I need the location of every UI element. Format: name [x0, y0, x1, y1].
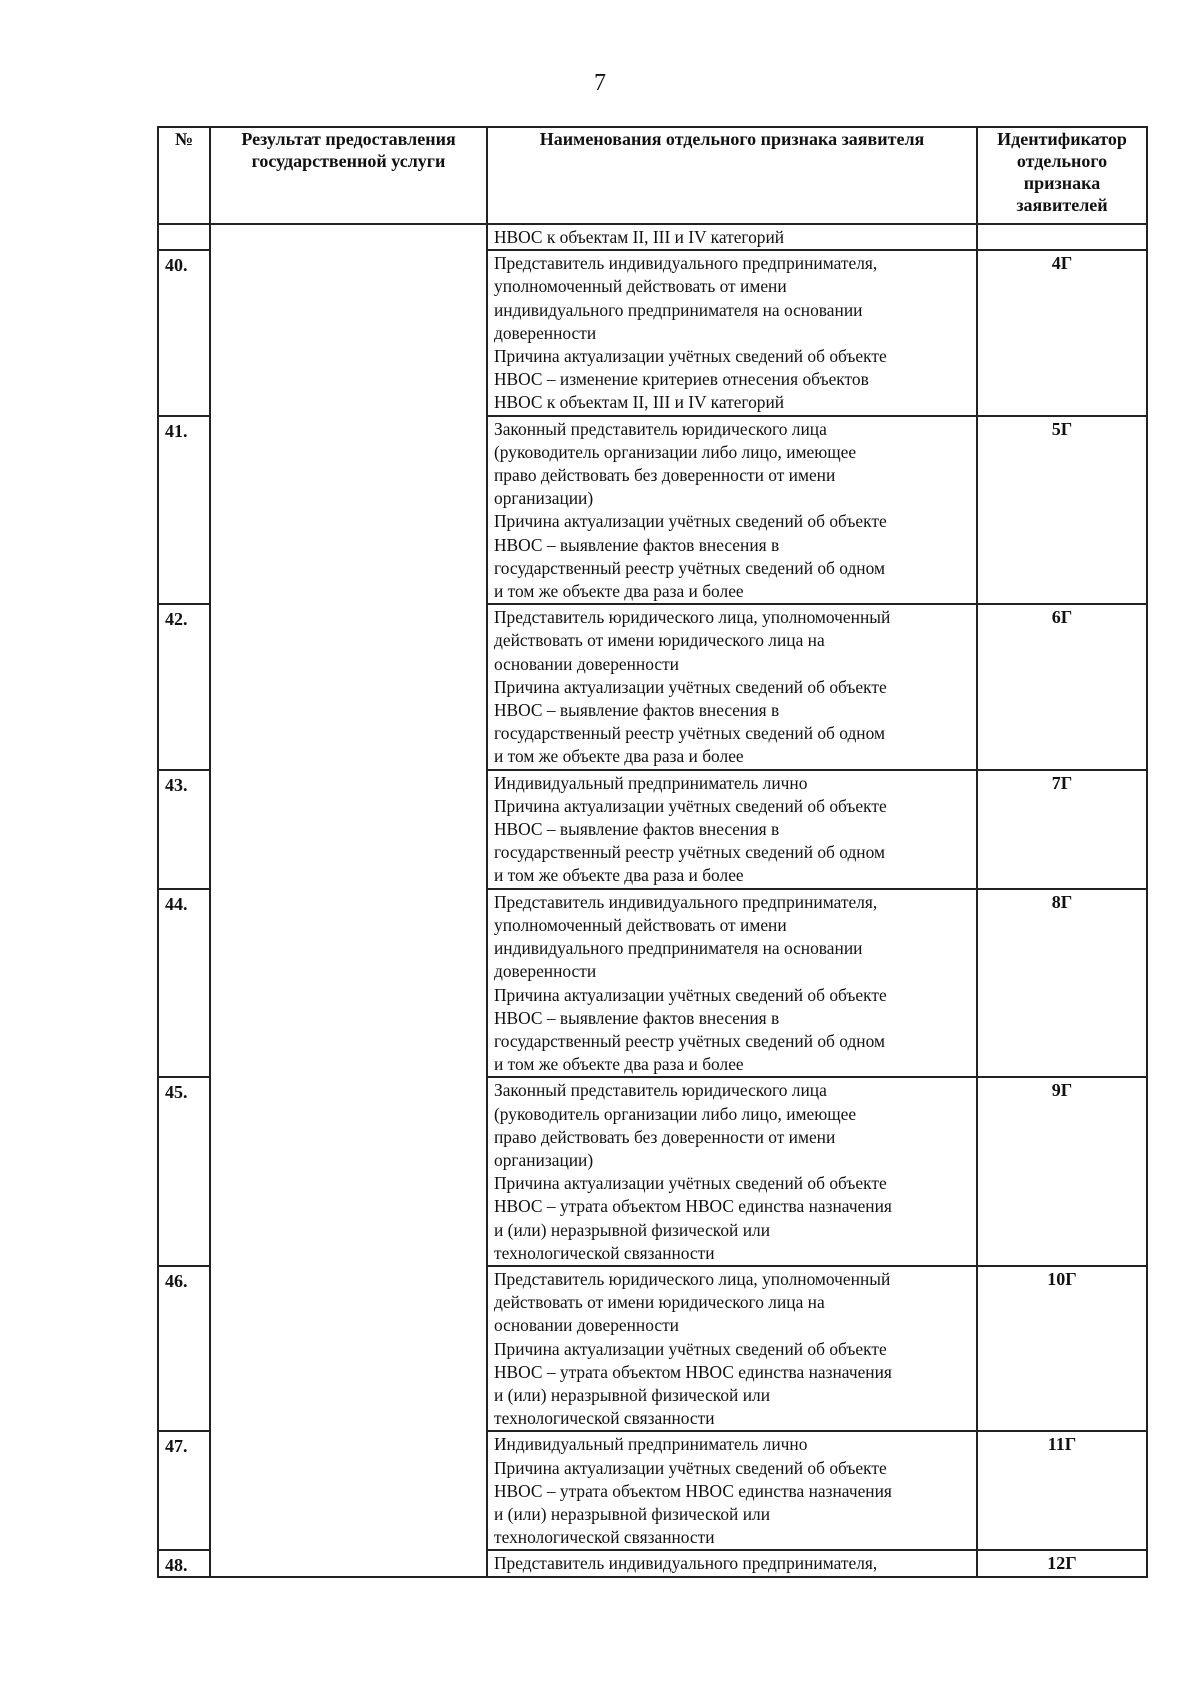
feature-id: 4Г — [977, 250, 1147, 415]
feature-id: 6Г — [977, 604, 1147, 769]
header-result: Результат предоставления государственной услуги — [210, 127, 487, 224]
table-row — [158, 224, 1147, 250]
feature-id: 10Г — [977, 1266, 1147, 1431]
row-number: 45. — [158, 1077, 210, 1266]
row-number: 43. — [158, 770, 210, 889]
header-number: № — [158, 127, 210, 224]
feature-name: Представитель индивидуального предпринимателя, — [487, 1550, 977, 1577]
header-feature-name: Наименования отдельного признака заявителя — [487, 127, 977, 224]
feature-id: 12Г — [977, 1550, 1147, 1577]
feature-name: Представитель индивидуального предпринимателя, уполномоченный действовать от имени индивидуального предпринимателя на основании доверенности Причина актуализации учётных сведений об объекте НВОС – выявление фактов внесения в государственный реестр учётных сведений об одном и том же объекте два раза и более — [487, 889, 977, 1078]
feature-id: 5Г — [977, 416, 1147, 605]
feature-id: 8Г — [977, 889, 1147, 1078]
row-number: 47. — [158, 1431, 210, 1550]
feature-name: Представитель индивидуального предпринимателя, уполномоченный действовать от имени индивидуального предпринимателя на основании доверенности Причина актуализации учётных сведений об объекте НВОС – изменение критериев отнесения объектов НВОС к объектам II, III и IV категорий — [487, 250, 977, 415]
feature-name: Законный представитель юридического лица (руководитель организации либо лицо, имеющее право действовать без доверенности от имени организации) Причина актуализации учётных сведений об объекте НВОС – выявление фактов внесения в государственный реестр учётных сведений об одном и том же объекте два раза и более — [487, 416, 977, 605]
row-number: 41. — [158, 416, 210, 605]
applicant-features-table — [157, 126, 1148, 1578]
row-number: 44. — [158, 889, 210, 1078]
feature-id: 7Г — [977, 770, 1147, 889]
feature-name: Представитель юридического лица, уполномоченный действовать от имени юридического лица на основании доверенности Причина актуализации учётных сведений об объекте НВОС – утрата объектом НВОС единства назначения и (или) неразрывной физической или технологической связанности — [487, 1266, 977, 1431]
feature-name: Индивидуальный предприниматель лично Причина актуализации учётных сведений об объекте НВОС – утрата объектом НВОС единства назначения и (или) неразрывной физической или технологической связанности — [487, 1431, 977, 1550]
feature-id — [977, 224, 1147, 250]
feature-name: НВОС к объектам II, III и IV категорий — [487, 224, 977, 250]
row-number — [158, 224, 210, 250]
feature-id: 9Г — [977, 1077, 1147, 1266]
row-number: 40. — [158, 250, 210, 415]
feature-name: Индивидуальный предприниматель лично Причина актуализации учётных сведений об объекте НВОС – выявление фактов внесения в государственный реестр учётных сведений об одном и том же объекте два раза и более — [487, 770, 977, 889]
result-cell — [210, 224, 487, 1577]
feature-name: Представитель юридического лица, уполномоченный действовать от имени юридического лица на основании доверенности Причина актуализации учётных сведений об объекте НВОС – выявление фактов внесения в государственный реестр учётных сведений об одном и том же объекте два раза и более — [487, 604, 977, 769]
feature-name: Законный представитель юридического лица (руководитель организации либо лицо, имеющее право действовать без доверенности от имени организации) Причина актуализации учётных сведений об объекте НВОС – утрата объектом НВОС единства назначения и (или) неразрывной физической или технологической связанности — [487, 1077, 977, 1266]
row-number: 46. — [158, 1266, 210, 1431]
feature-id: 11Г — [977, 1431, 1147, 1550]
row-number: 42. — [158, 604, 210, 769]
table-header-row — [158, 127, 1147, 224]
page-number: 7 — [594, 70, 606, 96]
row-number: 48. — [158, 1550, 210, 1577]
header-feature-id: Идентификатор отдельного признака заявителей — [977, 127, 1147, 224]
